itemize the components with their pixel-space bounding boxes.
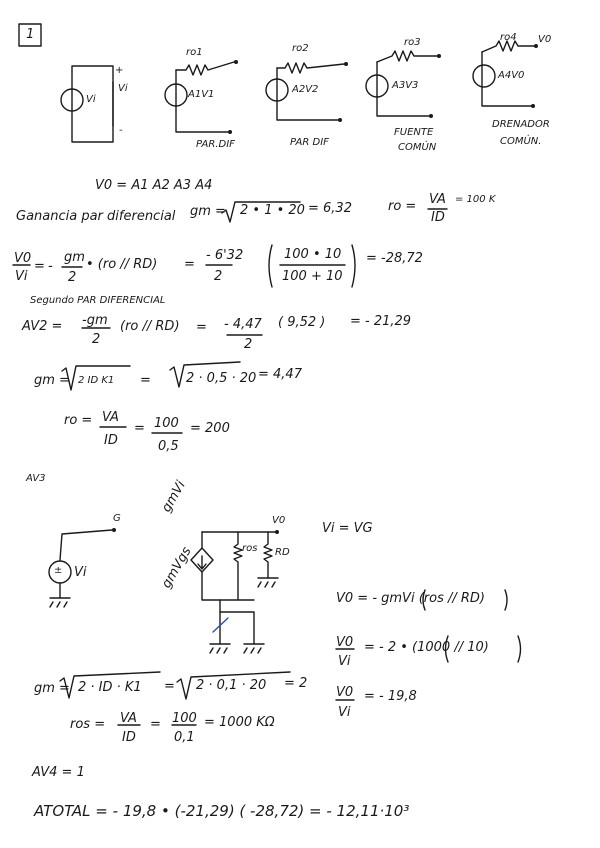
- av3-gm-root1: 2 · ID · K1: [78, 680, 142, 695]
- second-ro-num: VA: [102, 410, 119, 425]
- second-av2-result: = - 21,29: [350, 314, 412, 329]
- second-pair-heading: Segundo PAR DIFERENCIAL: [30, 295, 166, 306]
- second-gm-root2: 2 · 0,5 · 20: [186, 371, 257, 386]
- first-av-frac2-den: 2: [214, 269, 223, 284]
- first-gm-root: 2 • 1 • 20: [240, 203, 305, 218]
- av3-vo-label: V0: [272, 515, 286, 526]
- av3-ros-result: = 1000 KΩ: [204, 715, 275, 730]
- first-gm-left: gm =: [190, 204, 226, 219]
- first-av-eq1: =: [34, 259, 45, 274]
- stage4-caption-2: COMÚN.: [500, 136, 542, 147]
- first-av-paren1: • (ro // RD): [86, 257, 158, 272]
- second-gm-root1: 2 ID K1: [78, 375, 115, 386]
- av3-source-sign: ±: [54, 565, 63, 576]
- stage4-label: A4V0: [498, 70, 525, 81]
- first-ro-den: ID: [431, 210, 445, 225]
- av3-ros-eq: =: [150, 717, 161, 732]
- first-av-result: = -28,72: [366, 251, 423, 266]
- second-gm-eq: =: [140, 373, 151, 388]
- second-av2-left: AV2 =: [22, 319, 63, 334]
- source-plus: +: [115, 65, 124, 76]
- first-ro-left: ro =: [388, 199, 417, 214]
- stage1-resistor: ro1: [186, 47, 203, 58]
- av3-rd-label: RD: [275, 547, 290, 558]
- first-pair-heading: Ganancia par diferencial: [16, 209, 176, 224]
- stage4-caption-1: DRENADOR: [492, 119, 550, 130]
- first-av-den: Vi: [15, 269, 28, 284]
- av3-source-label: Vi: [74, 565, 87, 580]
- stage1-caption: PAR.DIF: [196, 139, 235, 150]
- av3-ratio-num: V0: [336, 635, 354, 650]
- first-av-eq2: =: [184, 257, 195, 272]
- second-av2-frac-den: 2: [92, 332, 101, 347]
- second-av2-paren2: ( 9,52 ): [278, 315, 326, 330]
- first-av-frac3-num: 100 • 10: [284, 247, 342, 262]
- av3-dep-source-side: gmVgs: [159, 544, 195, 591]
- av3-ratio-den: Vi: [338, 654, 351, 669]
- av3-ros-den: ID: [122, 730, 136, 745]
- second-ro-result: = 200: [190, 421, 230, 436]
- second-ro-den: ID: [104, 433, 118, 448]
- av3-ros-den2: 0,1: [174, 730, 195, 745]
- stage3-resistor: ro3: [404, 37, 421, 48]
- second-ro-den2: 0,5: [158, 439, 179, 454]
- third-stage-heading: AV3: [26, 473, 46, 484]
- av3-ros-num2: 100: [172, 711, 197, 726]
- second-gm-result: = 4,47: [258, 367, 302, 382]
- av3-ros-num: VA: [120, 711, 137, 726]
- problem-number: 1: [26, 27, 35, 42]
- av3-gm-result: = 2: [284, 676, 308, 691]
- stage4-output: V0: [538, 34, 552, 45]
- av3-ratio-expr: = - 2 • (1000 // 10): [364, 640, 489, 655]
- gain-product: V0 = A1 A2 A3 A4: [95, 178, 213, 193]
- source-label: Vi: [86, 94, 96, 105]
- stage2-label: A2V2: [292, 84, 319, 95]
- av3-ratio2-den: Vi: [338, 705, 351, 720]
- first-av-num: V0: [14, 251, 32, 266]
- stage1-label: A1V1: [188, 89, 215, 100]
- av3-vi-eq-vg: Vi = VG: [322, 521, 373, 536]
- av3-ros-label: ros: [242, 543, 258, 554]
- second-av2-eq: =: [196, 320, 207, 335]
- stage3-caption-2: COMÚN: [398, 142, 437, 153]
- av3-gm-left: gm =: [34, 681, 70, 696]
- first-av-frac3-den: 100 + 10: [282, 269, 343, 284]
- av3-ratio2-num: V0: [336, 685, 354, 700]
- av3-gm-eq: =: [164, 679, 175, 694]
- first-av-frac1-num: gm: [64, 250, 85, 265]
- second-ro-eq: =: [134, 421, 145, 436]
- stage4-resistor: ro4: [500, 32, 517, 43]
- first-av-minus: -: [48, 259, 53, 274]
- stage2-resistor: ro2: [292, 43, 309, 54]
- av3-gate-label: G: [113, 513, 121, 524]
- av3-vo-eq: V0 = - gmVi (ros // RD): [336, 591, 485, 606]
- source-minus: -: [119, 125, 123, 136]
- stage3-label: A3V3: [392, 80, 419, 91]
- second-gm-left: gm =: [34, 373, 70, 388]
- second-av2-frac2-num: - 4,47: [224, 317, 262, 332]
- second-ro-num2: 100: [154, 416, 179, 431]
- first-ro-result: = 100 K: [455, 194, 496, 205]
- stage3-caption-1: FUENTE: [394, 127, 434, 138]
- source-voltage-label: Vi: [118, 83, 128, 94]
- second-av2-frac-num: -gm: [82, 313, 108, 328]
- second-av2-paren: (ro // RD): [120, 319, 180, 334]
- fourth-stage-gain: AV4 = 1: [32, 765, 85, 780]
- av3-dep-source-top: gmVi: [159, 478, 189, 515]
- first-gm-result: = 6,32: [308, 201, 352, 216]
- second-ro-left: ro =: [64, 413, 93, 428]
- av3-ros-left: ros =: [70, 717, 106, 732]
- second-av2-frac2-den: 2: [244, 337, 253, 352]
- av3-gm-root2: 2 · 0,1 · 20: [196, 678, 267, 693]
- first-ro-num: VA: [429, 192, 446, 207]
- av3-ratio2-result: = - 19,8: [364, 689, 417, 704]
- stage2-caption: PAR DIF: [290, 137, 329, 148]
- first-av-frac2-num: - 6'32: [206, 248, 244, 263]
- total-gain: ATOTAL = - 19,8 • (-21,29) ( -28,72) = - 12,11·10³: [34, 802, 410, 820]
- first-av-frac1-den: 2: [68, 270, 77, 285]
